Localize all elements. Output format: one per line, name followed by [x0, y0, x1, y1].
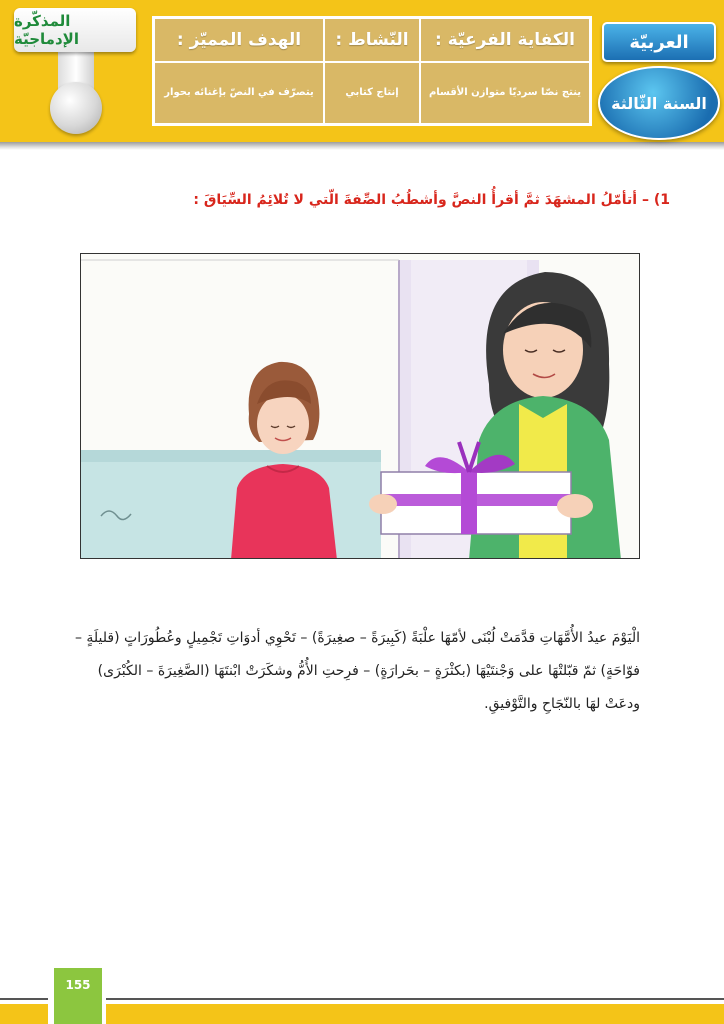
integration-note-badge — [14, 8, 136, 52]
footer-rule — [0, 998, 724, 1000]
activity-title: النّشاط : — [324, 18, 420, 62]
exercise-instruction: 1) – أتأمّلُ المشهَدَ ثمَّ أقرأُ النصَّ وأشطُبُ الصِّفةَ الّتي لا تُلائِمُ السِّيَاقَ : — [193, 192, 670, 208]
year-oval — [598, 66, 720, 140]
target-value: يتصرّف في النصّ بإغنائه بحوار — [154, 62, 324, 124]
subject-tab — [602, 22, 716, 62]
footer-gap-right — [102, 998, 106, 1024]
badge-ball — [50, 82, 102, 134]
badge-label: المذكّرة الإدماجيّة — [14, 12, 79, 48]
activity-value: إنتاج كتابي — [324, 62, 420, 124]
header-shadow — [0, 142, 724, 150]
page-number-box — [54, 968, 102, 1024]
subject-label: العربيّة — [629, 31, 689, 53]
target-title: الهدف المميّز : — [154, 18, 324, 62]
story-paragraph: الْيَوْمَ عيدُ الأُمَّهَاتِ قدَّمَتْ لُبْنَى لأمّهَا علْبَةً (كَبِيرَةً – صغِيرَةً) – تَحْوِي أدوَاتِ تَجْمِيلٍ وعُطُورَاتٍ (قليلَةٍ – فوّاحَةٍ) ثمّ قبّلتْهَا على وَجْنتَيْهَا (بكثْرَةٍ – بحَرارَةٍ) – فرِحتِ الأُمُّ وشكَرَتْ ابْنتَهَا (الصَّغِيرَةَ – الكُبْرَى) ودعَتْ لهَا بالنّجَاحِ والتَّوْفيقِ. — [74, 630, 640, 712]
competence-value: ينتج نصّا سرديّا متوازن الأقسام — [420, 62, 590, 124]
lesson-info-table — [152, 16, 592, 126]
scene-drawing — [81, 254, 640, 559]
footer-band — [0, 1004, 724, 1024]
scene-illustration — [80, 253, 640, 559]
year-label: السنة الثّالثة — [611, 93, 707, 113]
competence-title: الكفاية الفرعيّة : — [420, 18, 590, 62]
page-number: 155 — [65, 978, 91, 992]
